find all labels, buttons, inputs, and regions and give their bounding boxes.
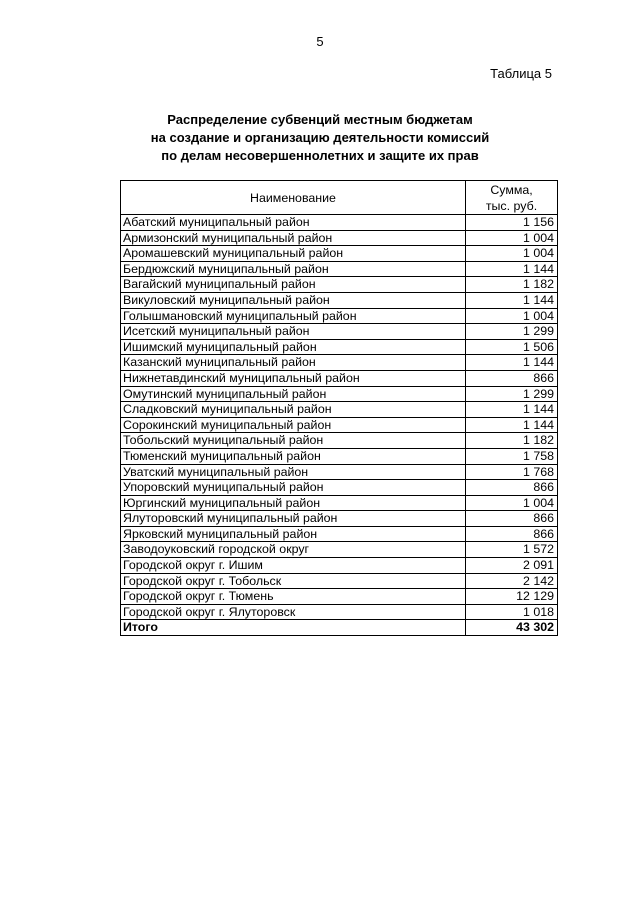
- row-name: Армизонский муниципальный район: [121, 230, 466, 246]
- row-sum: 1 144: [466, 417, 558, 433]
- row-sum: 1 299: [466, 324, 558, 340]
- row-name: Аромашевский муниципальный район: [121, 246, 466, 262]
- row-sum: 866: [466, 370, 558, 386]
- row-sum: 1 144: [466, 261, 558, 277]
- table-row: [121, 277, 558, 293]
- row-sum: 1 156: [466, 215, 558, 231]
- row-name: Сорокинский муниципальный район: [121, 417, 466, 433]
- row-name: Городской округ г. Тюмень: [121, 589, 466, 605]
- table-row: [121, 480, 558, 496]
- row-sum: 1 144: [466, 355, 558, 371]
- table-row: [121, 511, 558, 527]
- column-header-name: Наименование: [121, 181, 466, 215]
- row-sum: 2 142: [466, 573, 558, 589]
- table-row: [121, 355, 558, 371]
- subsidy-table: [120, 180, 558, 636]
- row-sum: 1 182: [466, 277, 558, 293]
- table-row: [121, 308, 558, 324]
- table-row: [121, 230, 558, 246]
- sum-header-line: тыс. руб.: [485, 198, 538, 213]
- row-name: Голышмановский муниципальный район: [121, 308, 466, 324]
- row-sum: 12 129: [466, 589, 558, 605]
- row-name: Тобольский муниципальный район: [121, 433, 466, 449]
- table-row: [121, 292, 558, 308]
- table-row: [121, 589, 558, 605]
- row-sum: 1 004: [466, 230, 558, 246]
- row-sum: 1 144: [466, 402, 558, 418]
- table-row: [121, 402, 558, 418]
- row-name: Казанский муниципальный район: [121, 355, 466, 371]
- row-sum: 1 182: [466, 433, 558, 449]
- row-name: Исетский муниципальный район: [121, 324, 466, 340]
- table-row: [121, 464, 558, 480]
- row-sum: 1 004: [466, 495, 558, 511]
- total-label: Итого: [121, 620, 466, 636]
- title-line: Распределение субвенций местным бюджетам: [167, 112, 473, 127]
- total-sum: 43 302: [466, 620, 558, 636]
- row-name: Ишимский муниципальный район: [121, 339, 466, 355]
- table-row: [121, 495, 558, 511]
- row-sum: 1 299: [466, 386, 558, 402]
- title-line: на создание и организацию деятельности комиссий: [150, 130, 490, 145]
- table-row: [121, 448, 558, 464]
- table-row: [121, 558, 558, 574]
- row-name: Омутинский муниципальный район: [121, 386, 466, 402]
- table-row: [121, 604, 558, 620]
- table-row: [121, 542, 558, 558]
- row-name: Бердюжский муниципальный район: [121, 261, 466, 277]
- table-row: [121, 215, 558, 231]
- row-sum: 1 572: [466, 542, 558, 558]
- row-sum: 1 768: [466, 464, 558, 480]
- total-row: [121, 620, 558, 636]
- row-name: Городской округ г. Тобольск: [121, 573, 466, 589]
- table-row: [121, 573, 558, 589]
- sum-header-line: Сумма,: [490, 182, 533, 197]
- table-header-row: [121, 181, 558, 215]
- row-name: Ялуторовский муниципальный район: [121, 511, 466, 527]
- row-name: Нижнетавдинский муниципальный район: [121, 370, 466, 386]
- row-name: Городской округ г. Ялуторовск: [121, 604, 466, 620]
- row-name: Викуловский муниципальный район: [121, 292, 466, 308]
- table-row: [121, 370, 558, 386]
- table-label: Таблица 5: [490, 66, 552, 81]
- title-line: по делам несовершеннолетних и защите их прав: [161, 148, 479, 163]
- row-sum: 1 758: [466, 448, 558, 464]
- table-row: [121, 246, 558, 262]
- row-name: Упоровский муниципальный район: [121, 480, 466, 496]
- row-sum: 1 018: [466, 604, 558, 620]
- row-sum: 2 091: [466, 558, 558, 574]
- row-sum: 866: [466, 526, 558, 542]
- row-name: Ярковский муниципальный район: [121, 526, 466, 542]
- table-row: [121, 433, 558, 449]
- row-name: Заводоуковский городской округ: [121, 542, 466, 558]
- row-sum: 1 004: [466, 246, 558, 262]
- table-row: [121, 339, 558, 355]
- table-row: [121, 417, 558, 433]
- table-row: [121, 386, 558, 402]
- table-row: [121, 261, 558, 277]
- column-header-sum: [466, 181, 558, 215]
- table-body: [121, 215, 558, 636]
- row-name: Юргинский муниципальный район: [121, 495, 466, 511]
- row-name: Вагайский муниципальный район: [121, 277, 466, 293]
- row-sum: 1 144: [466, 292, 558, 308]
- row-name: Абатский муниципальный район: [121, 215, 466, 231]
- row-name: Уватский муниципальный район: [121, 464, 466, 480]
- row-name: Тюменский муниципальный район: [121, 448, 466, 464]
- document-title: [0, 111, 640, 165]
- row-name: Городской округ г. Ишим: [121, 558, 466, 574]
- row-sum: 866: [466, 511, 558, 527]
- row-sum: 1 004: [466, 308, 558, 324]
- page-number: 5: [316, 34, 324, 49]
- row-name: Сладковский муниципальный район: [121, 402, 466, 418]
- table-row: [121, 324, 558, 340]
- row-sum: 866: [466, 480, 558, 496]
- table-row: [121, 526, 558, 542]
- row-sum: 1 506: [466, 339, 558, 355]
